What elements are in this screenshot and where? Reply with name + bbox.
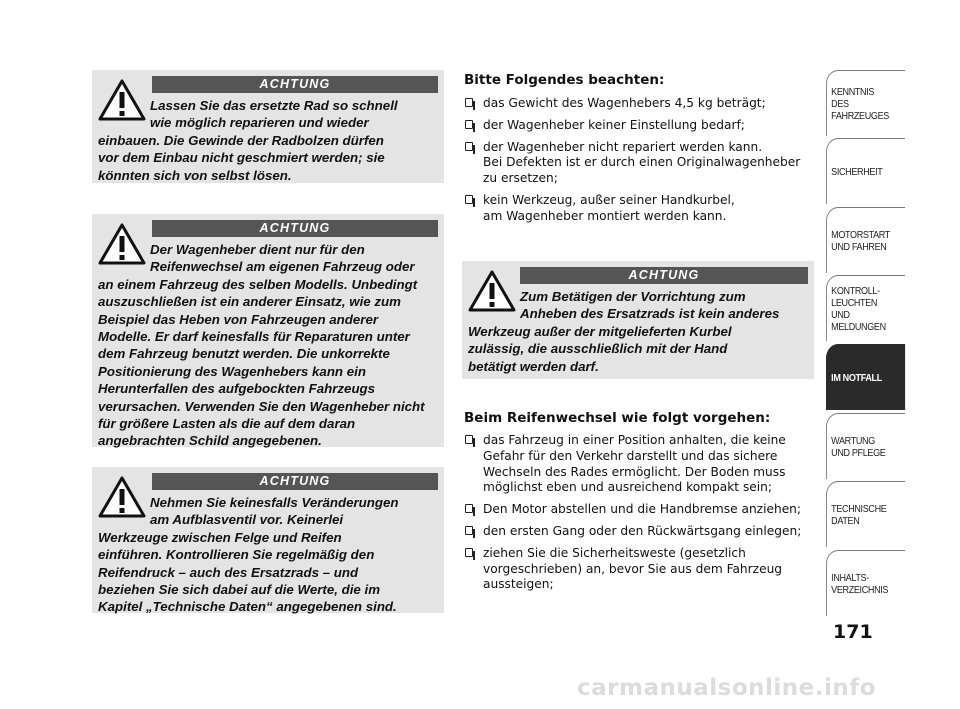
warning-line: Herunterfallen des aufgebockten Fahrzeugs: [98, 381, 376, 397]
tab-kontrollleuchten[interactable]: [826, 275, 905, 341]
list-item: [464, 140, 814, 187]
procedure-list: [464, 433, 814, 599]
tab-label: DES FAHRZEUGES: [831, 97, 889, 122]
warning-heading: ACHTUNG: [152, 220, 438, 237]
tab-label: INHALTS-: [831, 571, 869, 584]
tab-kenntnis[interactable]: [826, 70, 905, 136]
warning-box-1: [92, 70, 444, 183]
tab-label: DATEN: [831, 514, 860, 527]
tab-im-notfall[interactable]: [826, 344, 905, 410]
list-item-line: vorgeschrieben) an, bevor Sie aus dem Fahrzeug: [483, 561, 783, 576]
warning-line: Kapitel „Technische Daten“ angegebenen sind.: [98, 599, 397, 615]
section-title-notes: Bitte Folgendes beachten:: [464, 72, 665, 88]
tab-label: UND FAHREN: [831, 240, 887, 253]
warning-line: Nehmen Sie keinesfalls Veränderungen: [150, 495, 399, 510]
warning-line: wie möglich reparieren und wieder: [150, 115, 369, 131]
watermark: carmanualsonline.info: [577, 675, 877, 701]
warning-line: verursachen. Verwenden Sie den Wagenheber nicht: [98, 398, 425, 414]
list-item-line: das Fahrzeug in einer Position anhalten, die keine: [483, 433, 786, 447]
warning-text: [98, 97, 442, 184]
checkbox-bullet-icon: [465, 526, 473, 535]
tab-wartung[interactable]: [826, 413, 905, 479]
tab-label: IM NOTFALL: [831, 371, 882, 384]
list-item-line: kein Werkzeug, außer seiner Handkurbel,: [483, 192, 735, 207]
list-item-line: zu ersetzen;: [483, 171, 558, 186]
tab-technische-daten[interactable]: [826, 481, 905, 547]
warning-line: betätigt werden darf.: [468, 358, 599, 374]
warning-line: Reifendruck – auch des Ersatzrads – und: [98, 564, 359, 580]
warning-line: zulässig, die ausschließlich mit der Hand: [468, 341, 728, 357]
warning-line: an einem Fahrzeug des selben Modells. Unbedingt: [98, 276, 418, 292]
checkbox-bullet-icon: [465, 120, 473, 129]
warning-line: Anheben des Ersatzrads ist kein anderes: [520, 306, 780, 322]
page-number: 171: [833, 621, 873, 643]
tab-label: UND PFLEGE: [831, 446, 886, 459]
tab-label: WARTUNG: [831, 434, 875, 447]
list-item-line: der Wagenheber keiner Einstellung bedarf;: [483, 117, 745, 132]
tab-label: MOTORSTART: [831, 228, 890, 241]
warning-line: auszuschließen ist ein anderer Einsatz, wie zum: [98, 294, 401, 310]
tab-motorstart[interactable]: [826, 207, 905, 273]
list-item-line: Gefahr für den Verkehr darstellt und das sichere: [483, 448, 778, 463]
warning-text: [98, 241, 442, 450]
warning-heading: ACHTUNG: [152, 76, 438, 93]
checkbox-bullet-icon: [465, 98, 473, 107]
list-item-line: möglichst eben und ausreichend kompakt sein;: [483, 480, 773, 495]
list-item: [464, 118, 814, 134]
checkbox-bullet-icon: [465, 435, 473, 444]
warning-box-3: [92, 467, 444, 613]
notes-list: [464, 96, 814, 231]
list-item: [464, 502, 814, 518]
warning-line: Zum Betätigen der Vorrichtung zum: [520, 289, 746, 304]
checkbox-bullet-icon: [465, 548, 473, 557]
tab-label: SICHERHEIT: [831, 165, 883, 178]
warning-box-2: [92, 214, 444, 447]
list-item-line: den ersten Gang oder den Rückwärtsgang einlegen;: [483, 523, 802, 538]
list-item-line: aussteigen;: [483, 577, 554, 592]
warning-line: Positionierung des Wagenhebers kann ein: [98, 363, 366, 379]
warning-line: einbauen. Die Gewinde der Radbolzen dürfen: [98, 132, 384, 148]
list-item-line: Bei Defekten ist er durch einen Originalwagenheber: [483, 155, 801, 170]
list-item-line: Wechseln des Rades ermöglicht. Der Boden muss: [483, 464, 786, 479]
tab-label: UND MELDUNGEN: [831, 308, 886, 333]
warning-line: könnten sich von selbst lösen.: [98, 167, 292, 183]
warning-line: Reifenwechsel am eigenen Fahrzeug oder: [150, 259, 415, 275]
warning-box-4: [462, 261, 814, 379]
warning-line: angebrachten Schild angegebenen.: [98, 433, 322, 449]
warning-heading: ACHTUNG: [152, 473, 438, 490]
warning-line: Der Wagenheber dient nur für den: [150, 242, 365, 257]
warning-line: für größere Lasten als die auf dem daran: [98, 416, 356, 432]
warning-line: Beispiel das Heben von Fahrzeugen anderer: [98, 311, 379, 327]
list-item-line: der Wagenheber nicht repariert werden kann.: [483, 139, 763, 154]
list-item: [464, 546, 814, 593]
list-item: [464, 193, 814, 225]
warning-line: Lassen Sie das ersetzte Rad so schnell: [150, 98, 398, 113]
list-item-line: das Gewicht des Wagenhebers 4,5 kg beträgt;: [483, 96, 766, 110]
tab-label: LEUCHTEN: [831, 296, 878, 309]
warning-line: beziehen Sie sich dabei auf die Werte, die im: [98, 582, 381, 598]
tab-inhaltsverzeichnis[interactable]: [826, 550, 905, 616]
list-item-line: Den Motor abstellen und die Handbremse anziehen;: [483, 502, 802, 517]
tab-label: TECHNISCHE: [831, 502, 887, 515]
section-title-procedure: Beim Reifenwechsel wie folgt vorgehen:: [464, 410, 771, 426]
warning-line: einführen. Kontrollieren Sie regelmäßig den: [98, 547, 375, 563]
checkbox-bullet-icon: [465, 504, 473, 513]
checkbox-bullet-icon: [465, 195, 473, 204]
list-item: [464, 96, 814, 112]
checkbox-bullet-icon: [465, 142, 473, 151]
warning-text: [468, 288, 812, 375]
list-item: [464, 524, 814, 540]
warning-line: dem Fahrzeug benutzt werden. Die unkorrekte: [98, 346, 390, 362]
warning-text: [98, 494, 442, 616]
warning-line: vor dem Einbau nicht geschmiert werden; sie: [98, 150, 385, 166]
tab-label: KONTROLL-: [831, 284, 880, 297]
warning-line: am Aufblasventil vor. Keinerlei: [150, 512, 344, 528]
warning-line: Werkzeug außer der mitgelieferten Kurbel: [468, 323, 732, 339]
tab-label: KENNTNIS: [831, 85, 875, 98]
list-item-line: am Wagenheber montiert werden kann.: [483, 208, 727, 223]
warning-line: Werkzeuge zwischen Felge und Reifen: [98, 529, 342, 545]
tab-label: VERZEICHNIS: [831, 583, 889, 596]
warning-heading: ACHTUNG: [520, 267, 808, 284]
tab-sicherheit[interactable]: [826, 138, 905, 204]
list-item-line: ziehen Sie die Sicherheitsweste (gesetzlich: [483, 545, 746, 560]
warning-line: Modelle. Er darf keinesfalls für Reparaturen unter: [98, 329, 410, 345]
list-item: [464, 433, 814, 496]
